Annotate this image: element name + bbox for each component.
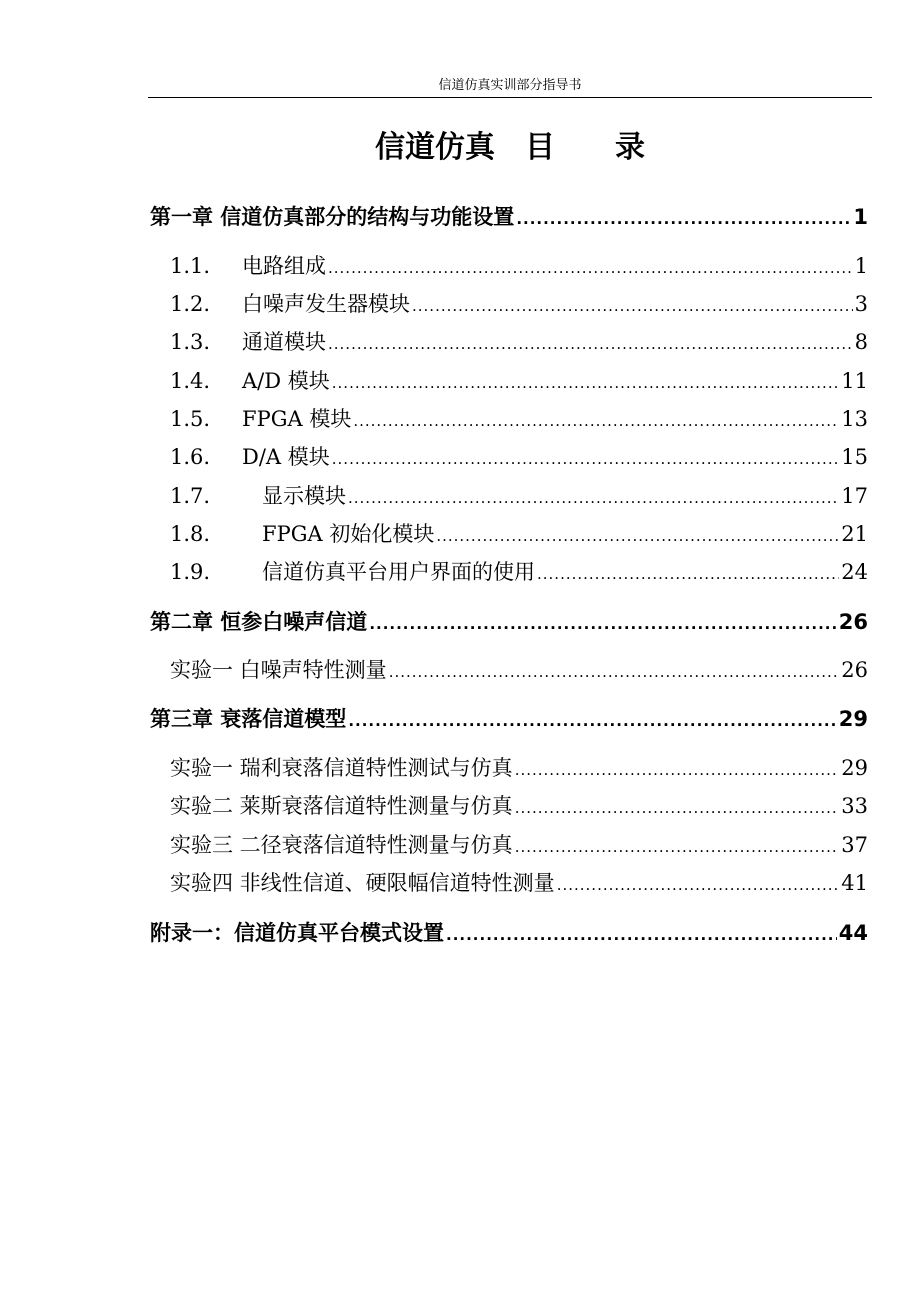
toc-entry-page: 1	[854, 254, 868, 278]
dot-leader	[328, 253, 853, 283]
toc-entry-label: 附录一：信道仿真平台模式设置	[150, 921, 444, 945]
toc-entry-number: 1.9.	[170, 560, 211, 584]
running-header: 信道仿真实训部分指导书	[438, 78, 582, 93]
toc-entry-page: 26	[838, 610, 868, 634]
toc-entry-page: 37	[841, 833, 868, 857]
toc-section-1-4[interactable]	[170, 366, 868, 396]
toc-entry-page: 29	[841, 756, 868, 780]
toc-entry-label: FPGA 初始化模块	[262, 522, 435, 546]
toc-entry-number: 1.2.	[170, 292, 211, 316]
toc-entry-page: 44	[838, 921, 868, 945]
toc-entry-label: 第三章 衰落信道模型	[150, 707, 347, 731]
toc-entry-page: 3	[854, 292, 868, 316]
toc-entry-label: A/D 模块	[242, 369, 330, 393]
toc-experiment-3-3[interactable]	[170, 830, 868, 860]
toc-entry-label: 实验一 瑞利衰落信道特性测试与仿真	[170, 756, 513, 780]
toc-entry-label: 第一章 信道仿真部分的结构与功能设置	[150, 205, 515, 229]
toc-section-1-6[interactable]	[170, 442, 868, 472]
toc-section-1-1[interactable]	[170, 251, 868, 281]
toc-entry-page: 15	[841, 445, 868, 469]
toc-chapter-1[interactable]	[150, 202, 868, 232]
dot-leader	[348, 706, 836, 736]
toc-section-1-8[interactable]	[170, 519, 868, 549]
toc-entry-label: 实验三 二径衰落信道特性测量与仿真	[170, 833, 513, 857]
toc-entry-label: 电路组成	[242, 254, 326, 278]
toc-experiment-3-2[interactable]	[170, 791, 868, 821]
toc-appendix-1[interactable]	[150, 918, 868, 948]
dot-leader	[412, 291, 853, 321]
toc-entry-number: 1.7.	[170, 484, 211, 508]
toc-entry-label: 显示模块	[262, 484, 346, 508]
toc-entry-page: 8	[854, 330, 868, 354]
dot-leader	[537, 559, 839, 589]
toc-entry-page: 11	[841, 369, 868, 393]
toc-entry-label: 实验四 非线性信道、硬限幅信道特性测量	[170, 871, 555, 895]
toc-entry-page: 29	[838, 707, 868, 731]
dot-leader	[436, 521, 839, 551]
toc-entry-label: 实验一 白噪声特性测量	[170, 658, 387, 682]
toc-section-1-2[interactable]	[170, 289, 868, 319]
toc-entry-label: D/A 模块	[242, 445, 330, 469]
dot-leader	[389, 657, 840, 687]
toc-entry-label: 通道模块	[242, 330, 326, 354]
dot-leader	[332, 368, 840, 398]
toc-entry-page: 13	[841, 407, 868, 431]
toc-section-1-7[interactable]	[170, 481, 868, 511]
toc-entry-number: 1.1.	[170, 254, 211, 278]
toc-entry-number: 1.4.	[170, 369, 211, 393]
toc-entry-label: 第二章 恒参白噪声信道	[150, 610, 368, 634]
dot-leader	[446, 920, 837, 950]
toc-title: 信道仿真 目 录	[375, 130, 645, 165]
toc-entry-page: 41	[841, 871, 868, 895]
toc-entry-page: 21	[841, 522, 868, 546]
toc-experiment-3-4[interactable]	[170, 868, 868, 898]
toc-entry-number: 1.6.	[170, 445, 211, 469]
toc-entry-number: 1.5.	[170, 407, 211, 431]
dot-leader	[515, 755, 840, 785]
toc-chapter-3[interactable]	[150, 704, 868, 734]
dot-leader	[557, 870, 840, 900]
toc-entry-page: 1	[853, 205, 868, 229]
toc-experiment-3-1[interactable]	[170, 753, 868, 783]
dot-leader	[332, 444, 840, 474]
dot-leader	[516, 204, 851, 234]
toc-entry-number: 1.3.	[170, 330, 211, 354]
toc-section-1-5[interactable]	[170, 404, 868, 434]
toc-entry-label: FPGA 模块	[242, 407, 352, 431]
toc-entry-number: 1.8.	[170, 522, 211, 546]
toc-section-1-9[interactable]	[170, 557, 868, 587]
toc-section-1-3[interactable]	[170, 327, 868, 357]
toc-entry-page: 24	[841, 560, 868, 584]
toc-entry-label: 白噪声发生器模块	[242, 292, 410, 316]
dot-leader	[515, 832, 840, 862]
dot-leader	[353, 406, 839, 436]
dot-leader	[348, 483, 839, 513]
dot-leader	[515, 793, 840, 823]
toc-entry-label: 实验二 莱斯衰落信道特性测量与仿真	[170, 794, 513, 818]
dot-leader	[328, 329, 853, 359]
toc-chapter-2[interactable]	[150, 607, 868, 637]
toc-entry-page: 33	[841, 794, 868, 818]
toc-experiment-2-1[interactable]	[170, 655, 868, 685]
toc-entry-page: 26	[841, 658, 868, 682]
toc-entry-label: 信道仿真平台用户界面的使用	[262, 560, 535, 584]
toc-entry-page: 17	[841, 484, 868, 508]
dot-leader	[369, 609, 836, 639]
